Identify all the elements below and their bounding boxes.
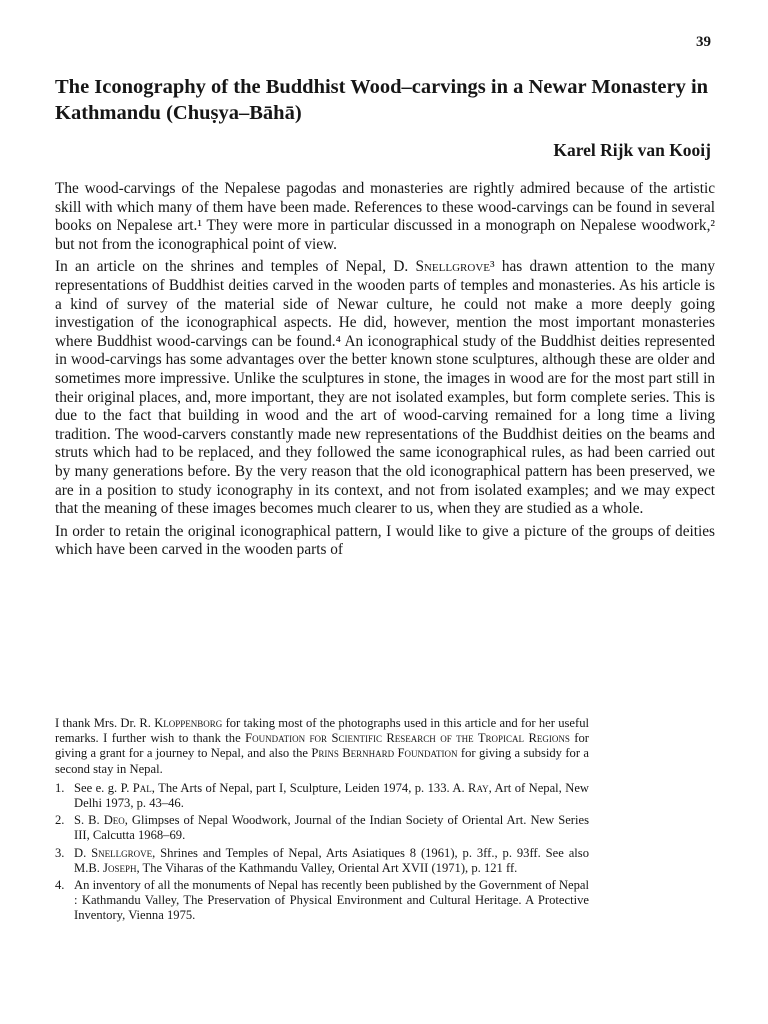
ack-text-1: I thank Mrs. Dr. R. (55, 716, 155, 730)
acknowledgement-note (55, 716, 589, 777)
footnote-number: 3. (55, 845, 65, 860)
page-number: 39 (696, 34, 711, 50)
footnote-text: D. (74, 845, 92, 860)
author-name-snellgrove: Snellgrove (415, 258, 490, 276)
footnotes (55, 716, 589, 926)
footnote-text: , Shrines and Temples of Nepal, Arts Asiatiques 8 (1961), p. 3ff., p. 93ff. See also M.B. (74, 845, 589, 875)
footnote-author-deo: Deo (103, 813, 125, 828)
footnote-text: An inventory of all the monuments of Nepal has recently been published by the Government of Nepal : Kathmandu Valley, The Preservation of Physical Environment and Cultural Heritage. A Protective Inventory, Vienna 1975. (74, 878, 589, 923)
ack-text-2: for taking most of the photographs used in this article and for her useful remarks. I further wish to thank the (55, 716, 589, 746)
footnote-1 (55, 781, 589, 811)
footnote-number: 4. (55, 878, 65, 893)
ack-name-kloppenborg: Kloppenborg (154, 716, 223, 730)
footnote-number: 1. (55, 780, 65, 795)
ack-foundation-name: Foundation for Scientific Research of the Tropical Regions (245, 731, 570, 746)
ack-text-4: for giving a subsidy for a second stay in Nepal. (55, 746, 589, 776)
footnote-text: , The Arts of Nepal, part I, Sculpture, Leiden 1974, p. 133. A. (151, 780, 469, 795)
paragraph-1: The wood-carvings of the Nepalese pagodas and monasteries are rightly admired because of the artistic skill with which many of them have been made. References to these wood-carvings can be found in several books on Nepalese art.¹ They were more in particular discussed in a monograph on Nepalese woodwork,² but not from the iconographical point of view. (55, 180, 715, 253)
footnote-text: See e. g. P. (74, 780, 133, 795)
footnote-list (55, 781, 589, 924)
footnote-3 (55, 846, 589, 876)
footnote-author-pal: Pal (132, 780, 152, 795)
paragraph-3: In order to retain the original iconographical pattern, I would like to give a picture of the groups of deities which have been carved in the wooden parts of (55, 522, 715, 559)
footnote-author-joseph: Joseph (103, 860, 137, 875)
article-title: The Iconography of the Buddhist Wood–carvings in a Newar Monastery in Kathmandu (Chuṣya–Bāhā) (55, 76, 709, 124)
article-body (55, 180, 715, 564)
footnote-4 (55, 878, 589, 924)
footnote-text: , Glimpses of Nepal Woodwork, Journal of the Indian Society of Oriental Art. New Series III, Calcutta 1968–69. (74, 813, 589, 843)
author-name: Karel Rijk van Kooij (553, 140, 711, 160)
footnote-number: 2. (55, 813, 65, 828)
footnote-text: S. B. (74, 813, 104, 828)
paragraph-2-text-rest: ³ has drawn attention to the many representations of Buddhist deities carved in the wooden parts of temples and monasteries. As his article is a kind of survey of the material side of Newar culture, he could not make a more deeply going investigation of the iconographical aspects. He did, however, mention the most important monasteries where Buddhist wood-carvings can be found.⁴ An iconographical study of the Buddhist deities represented in wood-carvings has some advantages over the better known stone sculptures, although these are older and sometimes more impressive. Unlike the sculptures in stone, the images in wood are for the most part still in their original places, and, more important, they are not isolated examples, but form complete series. This is due to the fact that building in wood and the art of wood-carving remained for a long time a living tradition. The wood-carvers constantly made new representations of the Buddhist deities on the beams and struts which had to be replaced, and they followed the same iconographical rules, as had been carried out by many generations before. By the very reason that the old iconographical pattern has been preserved, we are in a position to study iconography in its context, and not from isolated examples; and we may expect that the meaning of these images becomes much clearer to us, when they are studied as a whole. (55, 258, 715, 518)
footnote-text: , Art of Nepal, New Delhi 1973, p. 43–46. (74, 780, 590, 811)
footnote-author-ray: Ray (468, 780, 489, 795)
ack-text-3: for giving a grant for a journey to Nepal, and also the (55, 731, 589, 761)
footnote-2 (55, 813, 589, 843)
footnote-text: , The Viharas of the Kathmandu Valley, Oriental Art XVII (1971), p. 121 ff. (136, 860, 518, 875)
footnote-author-snellgrove: Snellgrove (91, 845, 153, 860)
paragraph-2 (55, 258, 715, 518)
document-page (55, 0, 715, 1024)
paragraph-2-text-start: In an article on the shrines and temples of Nepal, D. (55, 258, 416, 276)
ack-prins-bernhard-name: Prins Bernhard Foundation (311, 746, 458, 761)
